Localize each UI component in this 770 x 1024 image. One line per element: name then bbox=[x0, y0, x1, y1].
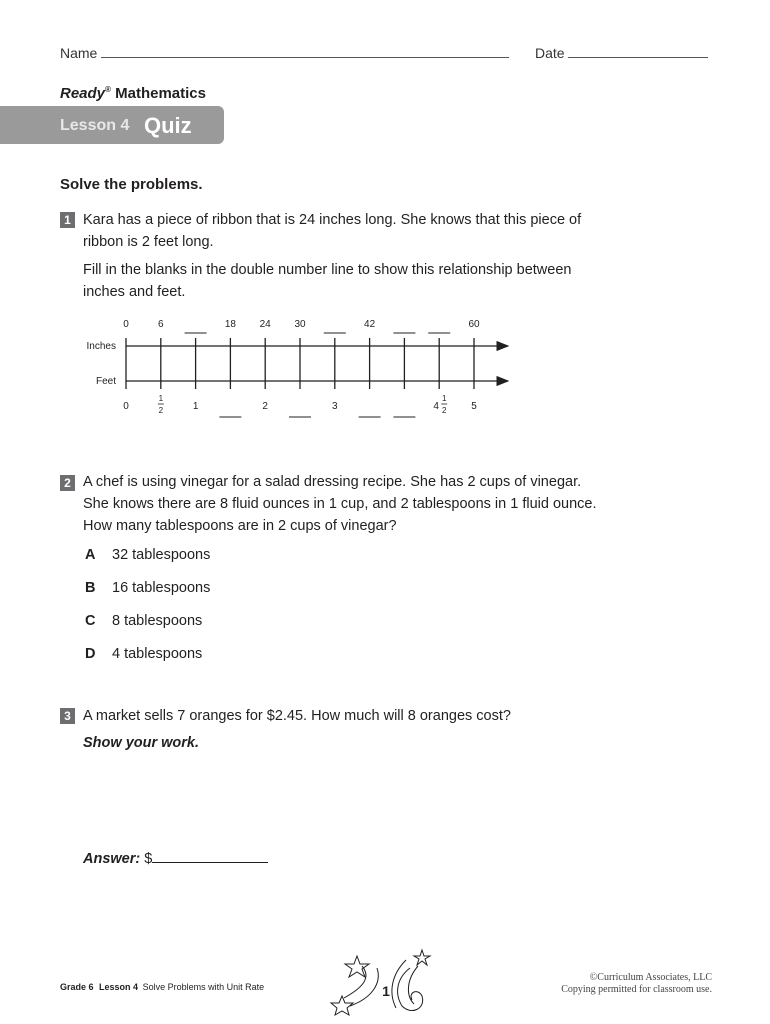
instructions: Solve the problems. bbox=[60, 176, 203, 193]
date-field bbox=[535, 45, 708, 61]
copyright-text: ©Curriculum Associates, LLC bbox=[589, 972, 712, 983]
question-2-text bbox=[83, 471, 663, 537]
q1-line: inches and feet. bbox=[83, 284, 186, 300]
q2-line: A chef is using vinegar for a salad dressing recipe. She has 2 cups of vinegar. bbox=[83, 474, 582, 490]
q1-line: Fill in the blanks in the double number line to show this relationship between bbox=[83, 262, 572, 278]
inches-tick-label: 0 bbox=[123, 319, 129, 330]
brand-reg: ® bbox=[105, 85, 111, 94]
question-3-text: A market sells 7 oranges for $2.45. How much will 8 oranges cost? bbox=[83, 708, 511, 724]
feet-tick-label: 5 bbox=[471, 401, 477, 412]
date-label: Date bbox=[535, 45, 565, 61]
inches-tick-label: 6 bbox=[158, 319, 164, 330]
footer-grade: Grade 6 bbox=[60, 982, 94, 992]
q2-line: She knows there are 8 fluid ounces in 1 cup, and 2 tablespoons in 1 fluid ounce. bbox=[83, 496, 597, 512]
brand-title bbox=[60, 85, 206, 102]
inches-label: Inches bbox=[86, 341, 116, 352]
q1-line: Kara has a piece of ribbon that is 24 inches long. She knows that this piece of bbox=[83, 212, 582, 228]
choice-letter: A bbox=[85, 547, 96, 563]
show-work-label: Show your work. bbox=[83, 735, 200, 751]
answer-line bbox=[83, 848, 268, 867]
answer-choices bbox=[85, 546, 210, 678]
question-number-2: 2 bbox=[60, 475, 75, 491]
dollar-sign: $ bbox=[144, 851, 153, 867]
q2-line: How many tablespoons are in 2 cups of vinegar? bbox=[83, 518, 397, 534]
brand-mathematics: Mathematics bbox=[115, 85, 206, 102]
choice-b[interactable] bbox=[85, 579, 210, 612]
answer-blank[interactable] bbox=[152, 848, 268, 863]
brand-ready: Ready bbox=[60, 85, 106, 102]
choice-text: 8 tablespoons bbox=[112, 613, 203, 629]
q1-line: ribbon is 2 feet long. bbox=[83, 234, 214, 250]
inches-tick-label: 30 bbox=[294, 319, 306, 330]
feet-tick-label: 3 bbox=[332, 401, 338, 412]
inches-tick-label: 24 bbox=[259, 319, 271, 330]
lesson-banner bbox=[0, 106, 224, 144]
footer-copyright bbox=[561, 972, 712, 996]
choice-letter: D bbox=[85, 646, 96, 662]
question-number-3: 3 bbox=[60, 708, 75, 724]
name-label: Name bbox=[60, 45, 98, 61]
choice-c[interactable] bbox=[85, 612, 210, 645]
feet-tick-label: 0 bbox=[123, 401, 129, 412]
feet-tick-denominator: 2 bbox=[441, 406, 447, 415]
page-number: 1 bbox=[382, 983, 390, 999]
question-number-1: 1 bbox=[60, 212, 75, 228]
inches-tick-label: 18 bbox=[224, 319, 236, 330]
name-field bbox=[60, 45, 509, 61]
inches-tick-label: 60 bbox=[468, 319, 480, 330]
choice-letter: C bbox=[85, 613, 96, 629]
name-blank[interactable] bbox=[101, 45, 509, 58]
date-blank[interactable] bbox=[568, 45, 708, 58]
feet-tick-label: 4 bbox=[433, 401, 439, 412]
choice-a[interactable] bbox=[85, 546, 210, 579]
footer-topic: Solve Problems with Unit Rate bbox=[142, 982, 265, 992]
question-1-text bbox=[83, 209, 643, 303]
choice-d[interactable] bbox=[85, 645, 210, 678]
choice-text: 16 tablespoons bbox=[112, 580, 211, 596]
inches-tick-label: 42 bbox=[364, 319, 376, 330]
permission-text: Copying permitted for classroom use. bbox=[561, 984, 712, 995]
answer-label: Answer: bbox=[83, 851, 141, 867]
footer-lesson: Lesson 4 bbox=[99, 982, 139, 992]
double-number-line bbox=[0, 310, 770, 430]
feet-tick-denominator: 2 bbox=[158, 406, 164, 415]
lesson-label: Lesson 4 bbox=[60, 117, 130, 134]
stars-swirl-icon bbox=[322, 948, 438, 1020]
quiz-label: Quiz bbox=[144, 113, 192, 138]
choice-letter: B bbox=[85, 580, 96, 596]
feet-tick-numerator: 1 bbox=[158, 394, 164, 403]
feet-label: Feet bbox=[95, 376, 116, 387]
ticks-group bbox=[123, 319, 480, 417]
feet-tick-label: 1 bbox=[192, 401, 199, 412]
footer-lesson-info bbox=[60, 982, 264, 992]
feet-tick-numerator: 1 bbox=[441, 394, 447, 403]
choice-text: 32 tablespoons bbox=[112, 547, 211, 563]
feet-tick-label: 2 bbox=[262, 401, 268, 412]
choice-text: 4 tablespoons bbox=[112, 646, 203, 662]
